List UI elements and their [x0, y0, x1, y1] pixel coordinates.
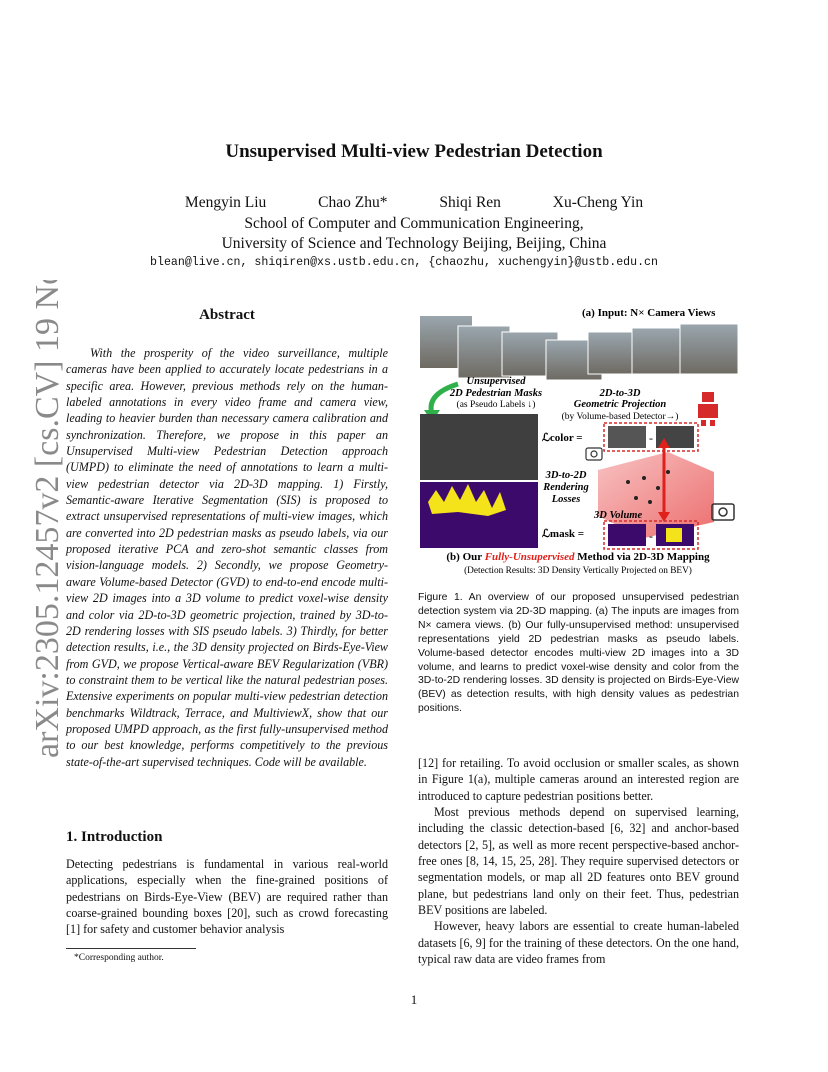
affiliation-line: University of Science and Technology Beijing, Beijing, China [221, 235, 607, 252]
arxiv-stamp [12, 280, 72, 760]
affiliation [0, 214, 828, 254]
abstract-text: With the prosperity of the video surveillance, multiple cameras have been applied to accurately locate pedestrians in a specific area. However, previous methods rely on the human-labeled annotations in every video frame and camera view, leading to heavier burden than necessary camera calibration and synchronization. Therefore, we propose in this paper an Unsupervised Multi-view Pedestrian Detection approach (UMPD) to eliminate the need of annotations to learn a multi-view pedestrian detector via 2D-3D mapping. 1) Firstly, Semantic-aware Iterative Segmentation (SIS) is proposed to extract unsupervised representations of multi-view images, which are converted into 2D pedestrian masks as pseudo labels, via our proposed iterative PCA and zero-shot semantic classes from vision-language models. 2) Secondly, we propose Geometry-aware Volume-based Detector (GVD) to end-to-end encode multi-view 2D images into a 3D volume to predict voxel-wise density and color via 2D-to-3D geometric projection, trained by 3D-to-2D rendering losses with SIS pseudo labels. 3) Thirdly, for better detection results, i.e., the 3D density projected on Birds-Eye-View from GVD, we propose Vertical-aware BEV Regularization (VBR) to constraint them to be vertical like the natural pedestrian poses. Extensive experiments on popular multi-view pedestrian detection benchmarks Wildtrack, Terrace, and MultiviewX, show that our proposed UMPD approach, as the first fully-unsupervised method to our best knowledge, performs competitively to the previous state-of-the-art supervised techniques. Code will be available. [66, 346, 388, 769]
fig-minus: - [649, 529, 653, 543]
author-list [0, 194, 828, 212]
figure-1 [418, 302, 740, 580]
figure-caption: Figure 1. An overview of our proposed unsupervised pedestrian detection system via 2D-3D mapping. (a) The inputs are images from N× camera views. (b) Our fully-unsupervised method: unsupervised representations yield 2D pedestrian masks as pseudo labels. Volume-based detector encodes multi-view 2D images into a 3D volume, and learns to predict voxel-wise density and color from the 3D-to-2D rendering losses. 3D density is projected on Birds-Eye-View (BEV) as detection results, with high density values as pedestrian positions. [418, 592, 739, 715]
fig-render-label: Rendering [543, 482, 589, 493]
mask-image [420, 482, 538, 548]
paper-title: Unsupervised Multi-view Pedestrian Detection [225, 141, 603, 162]
fig-proj-label: Geometric Projection [573, 399, 667, 410]
intro-paragraph: Detecting pedestrians is fundamental in various real-world applications, especially when the fine-grained positions of pedestrians on Birds-Eye-View (BEV) are required rather than coarse-grained bounding boxes [20], such as crowd forecasting [1] for safety and customer behavior analysis [66, 857, 388, 937]
fig-method-sub: (Detection Results: 3D Density Vertically Projected on BEV) [464, 566, 692, 576]
fig-masks-label: Unsupervised [466, 376, 526, 387]
author-emails: blean@live.cn, shiqiren@xs.ustb.edu.cn, {chaozhu, xuchengyin}@ustb.edu.cn [150, 256, 658, 269]
fig-masks-label: 2D Pedestrian Masks [449, 388, 543, 399]
paragraph: Most previous methods depend on supervised learning, including the classic detection-based [6, 32] and anchor-based detectors [2, 5], as well as more recent perspective-based anchor-free ones [8, 14, 15, 25, 28]. They require supervised detectors or segmentation models, or map all 2D features onto BEV ground plane, but pedestrians land only on their feet. Thus, pedestrian BEV positions are labeled. [418, 805, 739, 918]
intro-heading: 1. Introduction [66, 829, 163, 845]
fig-loss-color: ℒcolor = [542, 432, 583, 444]
camera-icon [712, 504, 734, 520]
fig-input-label: (a) Input: N× Camera Views [582, 307, 716, 319]
author-name: Mengyin Liu [184, 194, 267, 211]
loss-mask-pred [608, 524, 646, 546]
arxiv-stamp-text: arXiv:2305.12457v2 [cs.CV] 19 Nov 2023 [29, 280, 66, 758]
fig-loss-mask: ℒmask = [542, 528, 585, 540]
loss-mask-gt-blob [666, 528, 682, 542]
fig-proj-sub: (by Volume-based Detector→) [561, 412, 679, 422]
abstract-heading: Abstract [199, 307, 255, 323]
fig-method-title: (b) Our Fully-Unsupervised Method via 2D-3D Mapping [446, 551, 710, 563]
paragraph: However, heavy labors are essential to create human-labeled datasets [6, 9] for the training of these detectors. On the one hand, typical raw data are video frames from [418, 919, 739, 967]
affiliation-line: School of Computer and Communication Engineering, [244, 215, 584, 232]
right-column-text [418, 755, 739, 967]
author-name: Xu-Cheng Yin [552, 194, 644, 211]
fig-method-highlight: Fully-Unsupervised [484, 551, 575, 563]
camera-view-image [680, 324, 738, 374]
author-name: Shiqi Ren [439, 194, 501, 211]
page-number: 1 [410, 992, 418, 1007]
robot-icon [698, 392, 718, 426]
footnote-rule [66, 948, 196, 949]
fig-minus: - [649, 431, 653, 445]
fig-render-label: Losses [551, 494, 581, 505]
author-name: Chao Zhu* [318, 194, 388, 211]
loss-color-pred [608, 426, 646, 448]
footnote: *Corresponding author. [74, 953, 164, 963]
paragraph: [12] for retailing. To avoid occlusion or smaller scales, as shown in Figure 1(a), multiple cameras around an interested region are introduced to capture pedestrian positions better. [418, 756, 739, 803]
camera-views [420, 316, 738, 380]
camera-icon [586, 448, 602, 460]
fig-masks-sub: (as Pseudo Labels ↓) [456, 400, 536, 410]
gray-render-image [420, 414, 538, 480]
fig-volume-label: 3D Volume [594, 510, 643, 521]
fig-proj-label: 2D-to-3D [599, 388, 641, 399]
fig-render-label: 3D-to-2D [545, 470, 587, 481]
